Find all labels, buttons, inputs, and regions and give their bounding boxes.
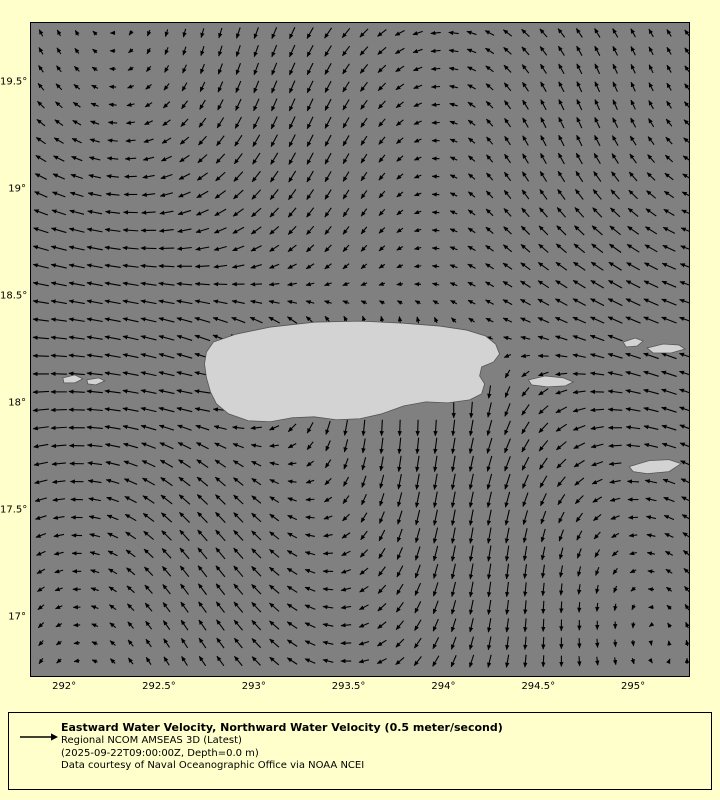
x-tick-label: 293.5° (331, 681, 366, 692)
caption-title: Eastward Water Velocity, Northward Water Velocity (0.5 meter/second) (61, 721, 503, 734)
legend-caption-box (8, 712, 712, 790)
y-tick-label: 17° (8, 611, 26, 623)
land-mask-layer (31, 23, 689, 676)
st-thomas-island (647, 344, 685, 353)
caption-line-credit: Data courtesy of Naval Oceanographic Office via NOAA NCEI (61, 760, 365, 771)
vieques-island (528, 376, 573, 387)
puerto-rico-island (204, 321, 499, 422)
caption-line-dataset: Regional NCOM AMSEAS 3D (Latest) (61, 735, 242, 746)
y-tick-label: 18.5° (0, 290, 28, 302)
vector-scale-arrow-icon (19, 731, 59, 743)
y-tick-label: 19° (8, 183, 26, 195)
x-tick-label: 294° (431, 681, 456, 692)
x-tick-label: 293° (241, 681, 266, 692)
map-plot-area[interactable] (30, 22, 690, 677)
mona-island (63, 375, 83, 383)
y-tick-label: 18° (8, 397, 26, 409)
x-tick-label: 292.5° (142, 681, 176, 692)
x-tick-label: 292° (52, 681, 77, 692)
st-croix-island (629, 460, 681, 474)
caption-text-block (61, 721, 705, 773)
caption-line-time: (2025-09-22T09:00:00Z, Depth=0.0 m) (61, 747, 259, 759)
y-tick-label: 17.5° (0, 504, 28, 516)
y-tick-label: 19.5° (0, 76, 28, 88)
x-tick-label: 295° (621, 681, 646, 692)
x-tick-label: 294.5° (521, 681, 556, 692)
culebra-island (623, 338, 643, 347)
desecheo-island (87, 378, 105, 385)
